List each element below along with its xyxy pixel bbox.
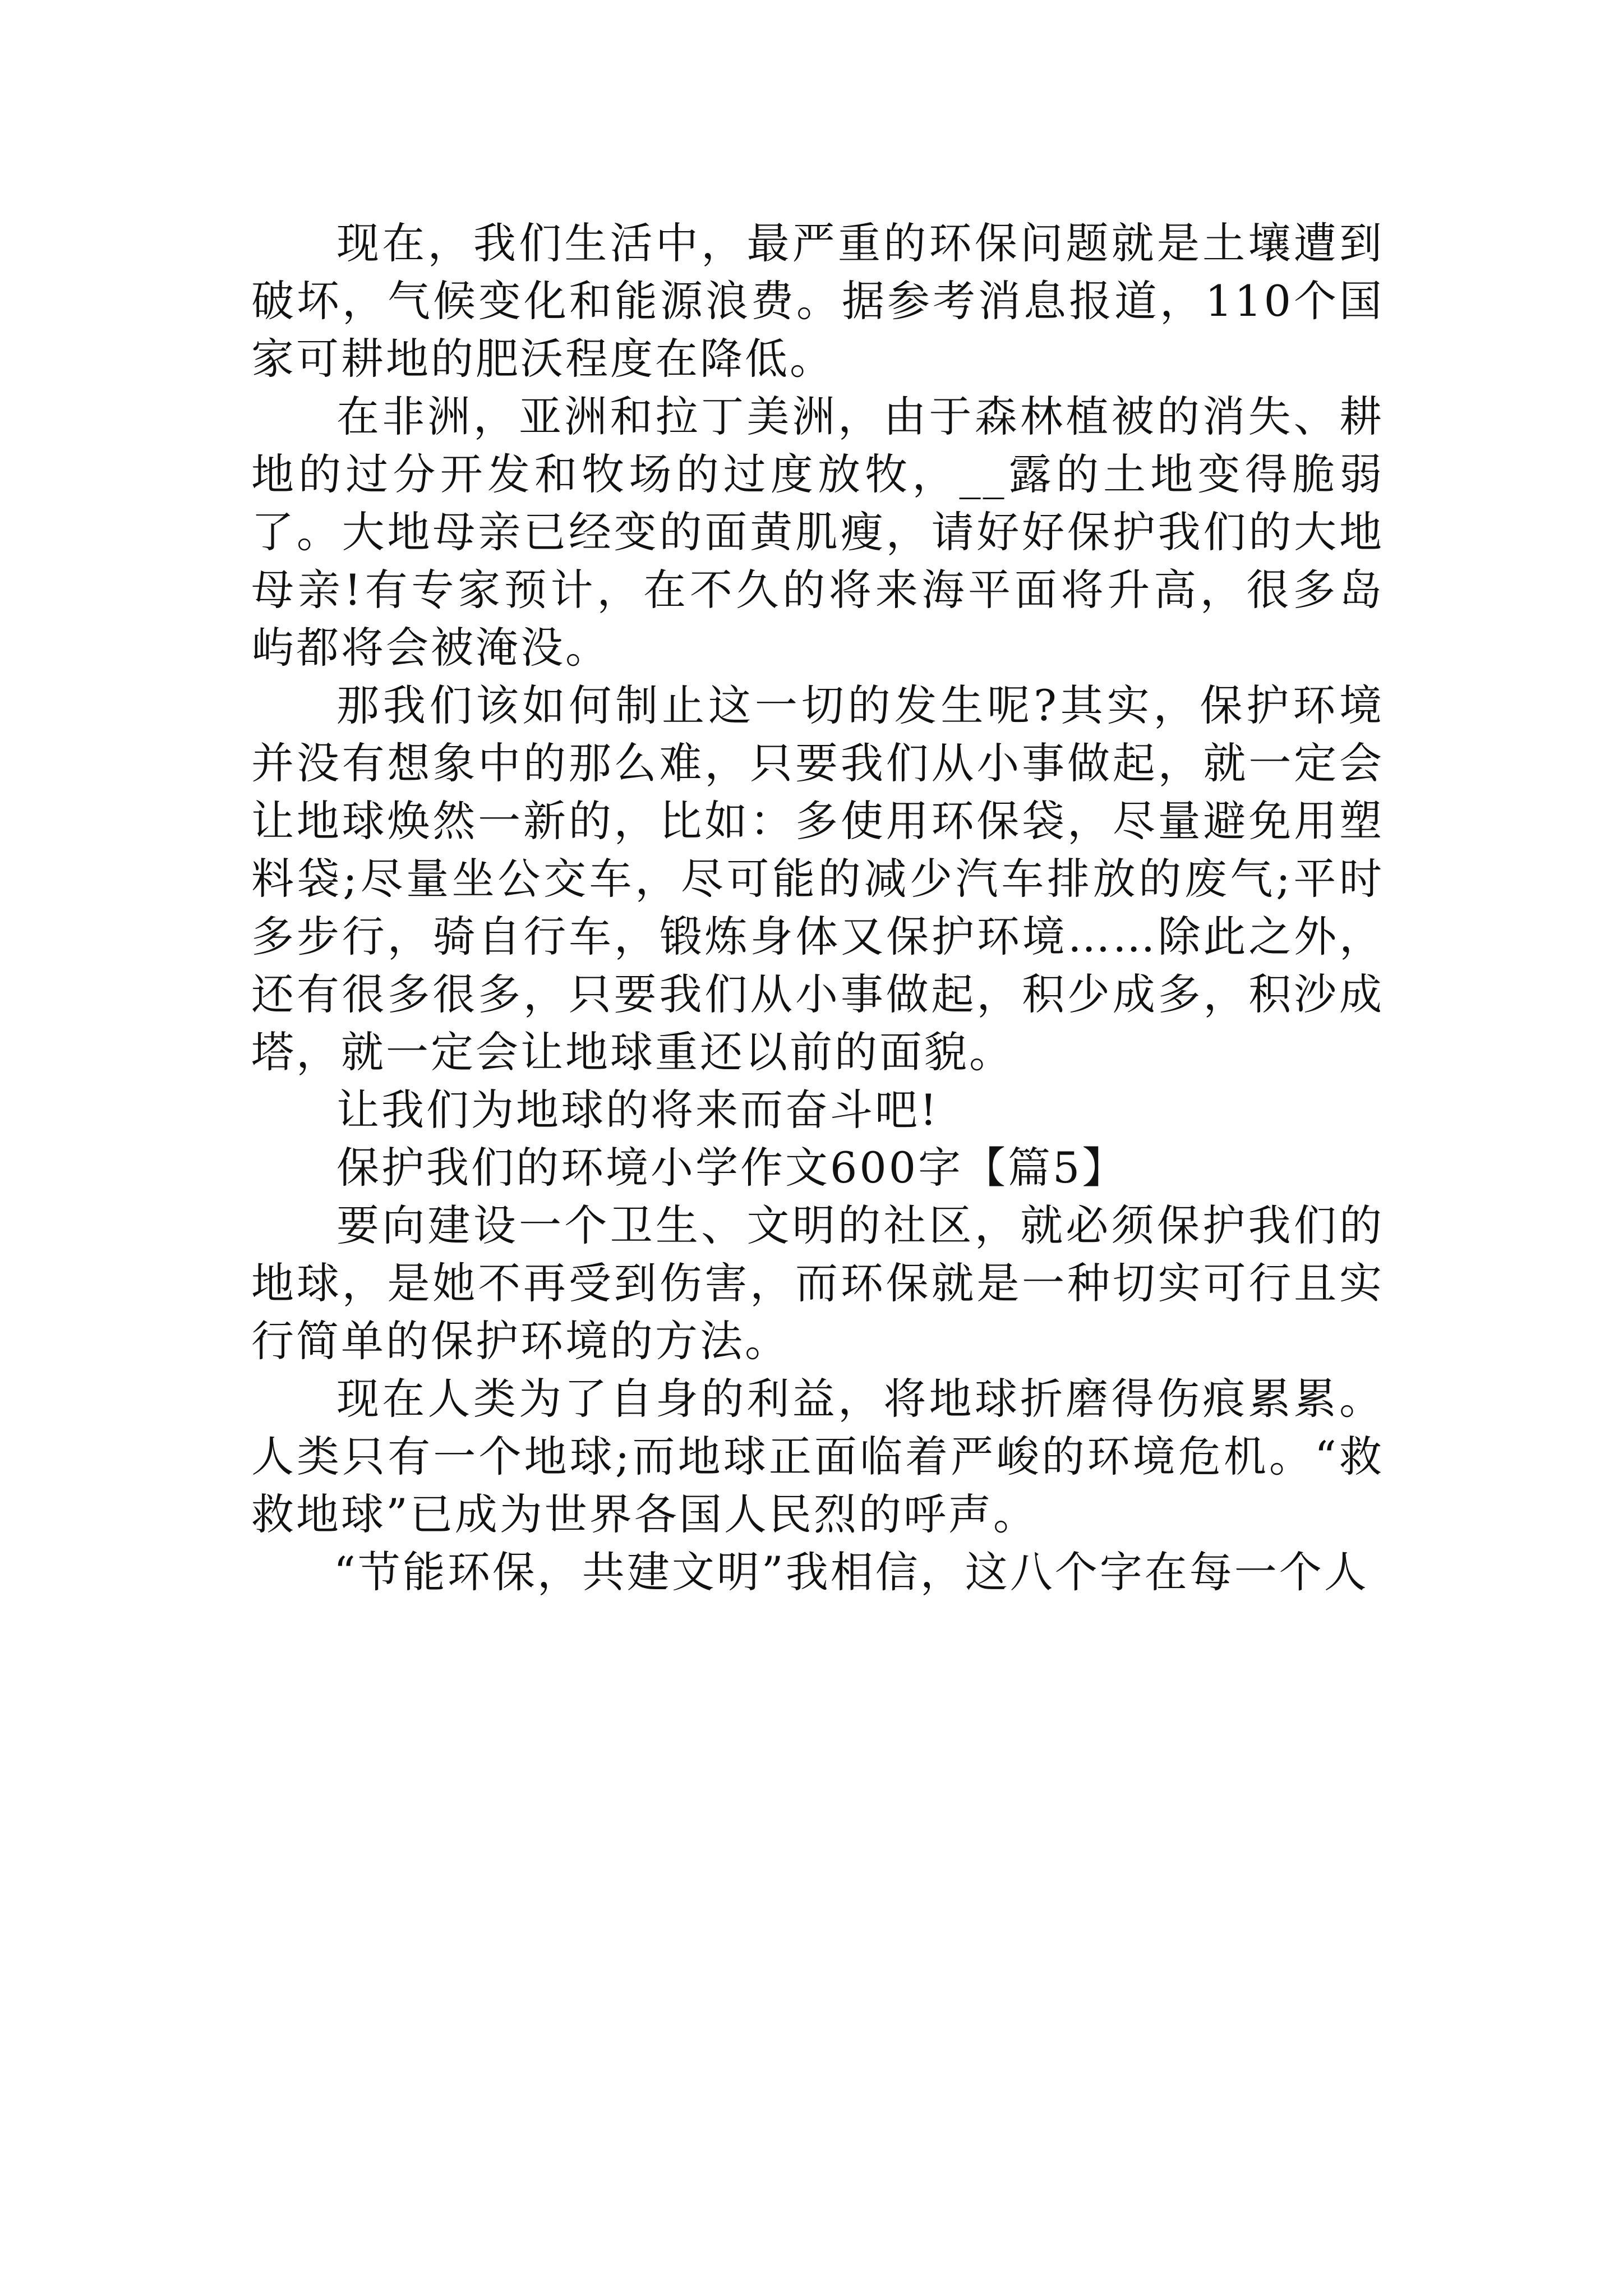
paragraph-how-to-stop: 那我们该如何制止这一切的发生呢?其实，保护环境并没有想象中的那么难，只要我们从小事做起，就一定会让地球焕然一新的，比如：多使用环保袋，尽量避免用塑料袋;尽量坐公交车，尽可能的减少汽车排放的废气;平时多步行，骑自行车，锻炼身体又保护环境……除此之外，还有很多很多，只要我们从小事做起，积少成多，积沙成塔，就一定会让地球重还以前的面貌。: [251, 680, 1384, 1077]
paragraph-clean-community: 要向建设一个卫生、文明的社区，就必须保护我们的地球，是她不再受到伤害，而环保就是一种切实可行且实行简单的保护环境的方法。: [251, 1200, 1384, 1366]
article-body: [251, 214, 1384, 1601]
paragraph-energy-saving: “节能环保，共建文明”我相信，这八个字在每一个人: [334, 1547, 1369, 1597]
section-heading: 保护我们的环境小学作文600字【篇5】: [336, 1143, 1127, 1193]
paragraph-strive: 让我们为地球的将来而奋斗吧!: [336, 1085, 939, 1135]
paragraph-africa-asia: 在非洲，亚洲和拉丁美洲，由于森林植被的消失、耕地的过分开发和牧场的过度放牧，__露的土地变得脆弱了。大地母亲已经变的面黄肌瘦，请好好保护我们的大地母亲!有专家预计，在不久的将来海平面将升高，很多岛屿都将会被淹没。: [251, 392, 1384, 673]
paragraph-soil-damage: 现在，我们生活中，最严重的环保问题就是土壤遭到破坏，气候变化和能源浪费。据参考消息报道，110个国家可耕地的肥沃程度在降低。: [251, 218, 1384, 384]
paragraph-human-interest: 现在人类为了自身的利益，将地球折磨得伤痕累累。人类只有一个地球;而地球正面临着严峻的环境危机。“救救地球”已成为世界各国人民烈的呼声。: [251, 1374, 1384, 1539]
